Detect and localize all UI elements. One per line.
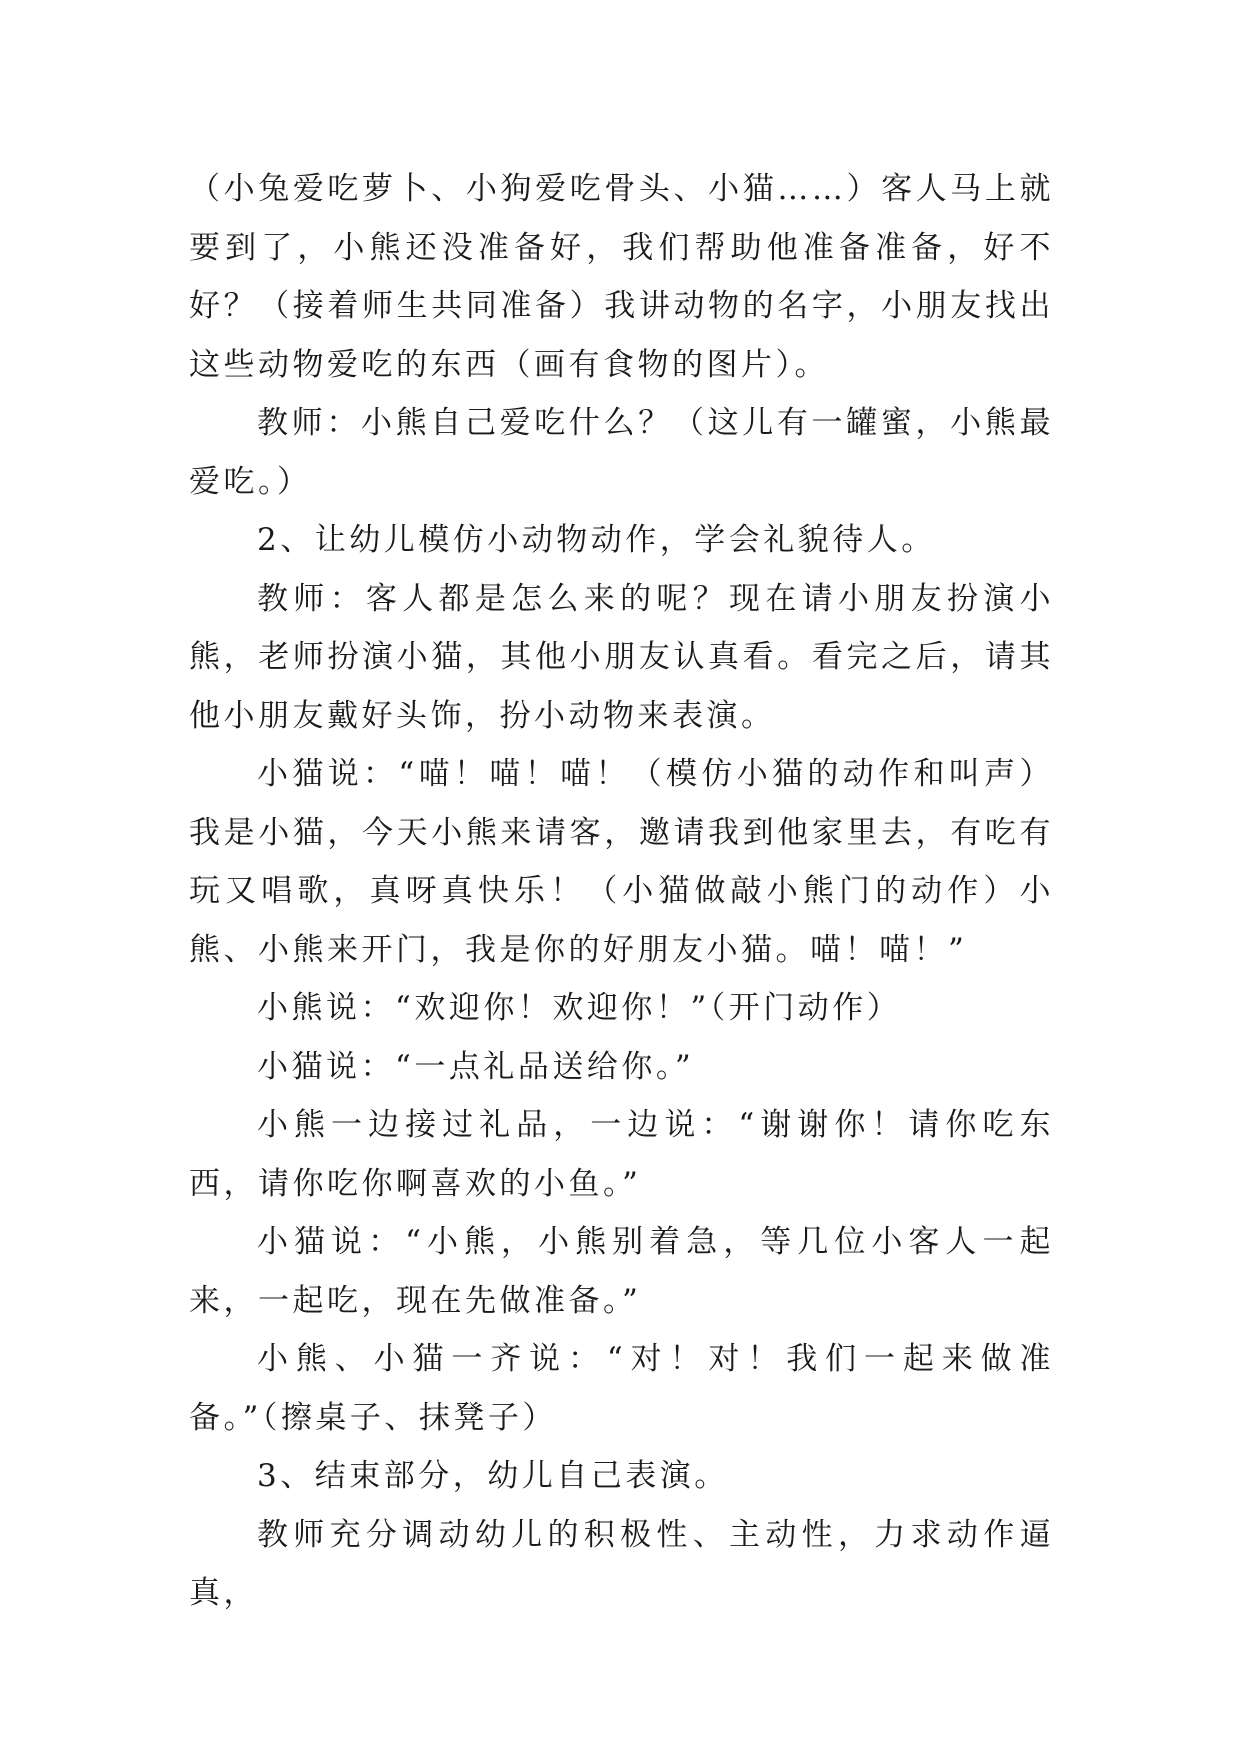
paragraph-9: 小猫说：“小熊，小熊别着急，等几位小客人一起来，一起吃，现在先做准备。” [189,1224,1054,1319]
paragraph-6: 小熊说：“欢迎你！欢迎你！”（开门动作） [257,990,902,1026]
paragraph-4: 教师：客人都是怎么来的呢？现在请小朋友扮演小熊，老师扮演小猫，其他小朋友认真看。看完之后，请其他小朋友戴好头饰，扮小动物来表演。 [189,580,1054,734]
document-page [189,160,1054,1623]
paragraph-11: 3、结束部分，幼儿自己表演。 [257,1458,729,1494]
paragraph-8: 小熊一边接过礼品，一边说：“谢谢你！请你吃东西，请你吃你啊喜欢的小鱼。” [189,1107,1054,1202]
paragraph-10: 小熊、小猫一齐说：“对！对！我们一起来做准备。”（擦桌子、抹凳子） [189,1341,1054,1436]
paragraph-2: 教师：小熊自己爱吃什么？（这儿有一罐蜜，小熊最爱吃。） [189,405,1054,500]
paragraph-12: 教师充分调动幼儿的积极性、主动性，力求动作逼真， [189,1516,1054,1611]
paragraph-5: 小猫说：“喵！喵！喵！（模仿小猫的动作和叫声）我是小猫，今天小熊来请客，邀请我到他家里去，有吃有玩又唱歌，真呀真快乐！（小猫做敲小熊门的动作）小熊、小熊来开门，我是你的好朋友小猫。喵！喵！” [189,756,1054,968]
paragraph-7: 小猫说：“一点礼品送给你。” [257,1048,695,1085]
paragraph-1: （小兔爱吃萝卜、小狗爱吃骨头、小猫……）客人马上就要到了，小熊还没准备好，我们帮助他准备准备，好不好？（接着师生共同准备）我讲动物的名字，小朋友找出这些动物爱吃的东西（画有食物的图片）。 [189,171,1054,383]
paragraph-3: 2、让幼儿模仿小动物动作，学会礼貌待人。 [257,522,936,558]
